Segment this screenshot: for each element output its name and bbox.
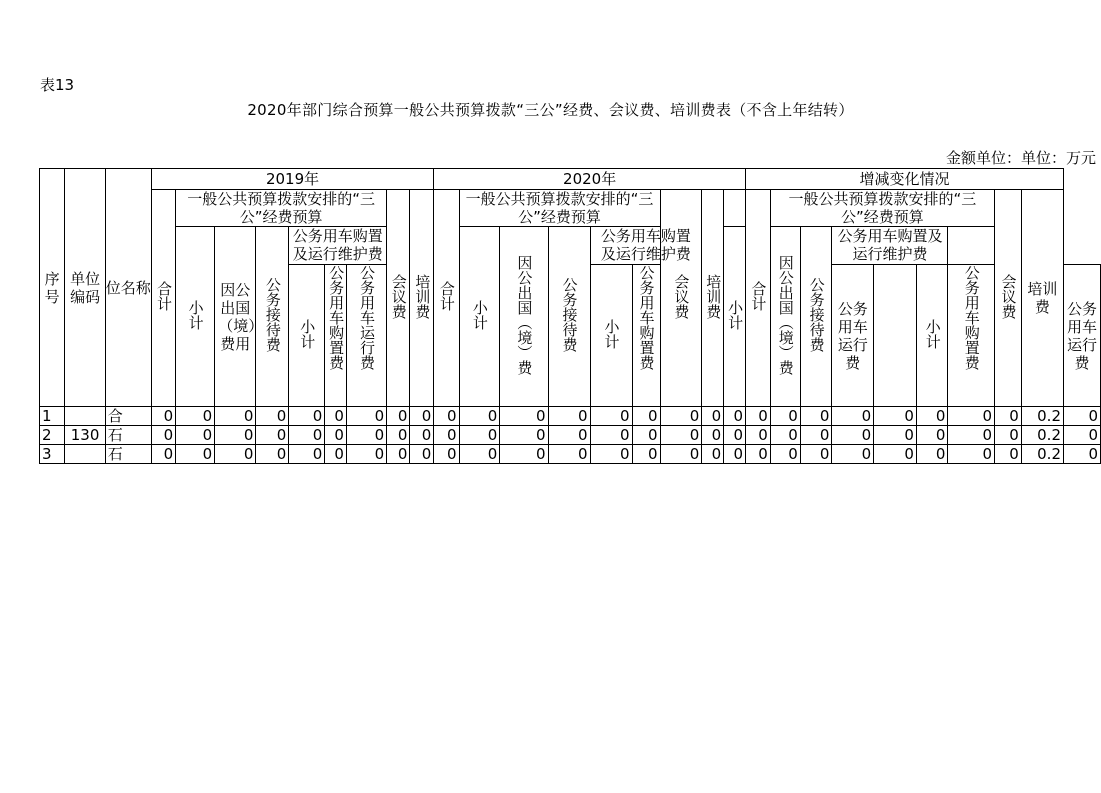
row-value: 0 (874, 426, 917, 445)
col-change-vehicle-run: 公务用车运行费 (1064, 265, 1101, 407)
col-2020-spacer-leaf (874, 265, 917, 407)
col-2020-vehicle-subtotal: 小计 (590, 265, 632, 407)
row-value: 0 (995, 407, 1022, 426)
col-unit-name: 位名称 (105, 169, 151, 407)
row-value: 0 (151, 445, 175, 464)
row-unit-name: 合 (105, 407, 151, 426)
row-value: 0 (590, 407, 632, 426)
row-value: 0 (459, 445, 500, 464)
col-2019-vehicle-subtotal: 小计 (289, 265, 325, 407)
row-seq: 1 (40, 407, 65, 426)
row-value: 0 (800, 407, 832, 426)
col-2019-training: 培训费 (410, 190, 434, 407)
header-row-vehicle (40, 227, 1101, 265)
row-value: 0 (387, 407, 410, 426)
row-value: 0 (770, 426, 800, 445)
row-value: 0 (215, 426, 256, 445)
row-value: 0 (289, 426, 325, 445)
col-year-2019: 2019年 (151, 169, 433, 190)
row-value: 0 (832, 426, 874, 445)
table-number: 表13 (40, 76, 75, 94)
row-value: 0 (346, 445, 386, 464)
col-change: 增减变化情况 (746, 169, 1064, 190)
row-value: 0 (410, 407, 434, 426)
col-unit-code: 单位编码 (65, 169, 105, 407)
row-value: 0 (590, 445, 632, 464)
col-change-vehicle-buy: 公务用车购置费 (948, 265, 995, 407)
row-unit-code: 130 (65, 426, 105, 445)
row-value: 0 (500, 407, 548, 426)
row-value: 0 (410, 445, 434, 464)
table-row (40, 407, 1101, 426)
row-seq: 3 (40, 445, 65, 464)
col-change-training: 培训费 (1021, 190, 1063, 407)
row-value: 0 (874, 445, 917, 464)
row-unit-name: 石 (105, 426, 151, 445)
header-row-sangong (40, 190, 1101, 227)
row-value: 0 (916, 407, 948, 426)
row-value: 0 (832, 407, 874, 426)
row-value: 0 (256, 426, 289, 445)
row-value: 0 (410, 426, 434, 445)
table-row (40, 445, 1101, 464)
row-value: 0 (289, 445, 325, 464)
row-value: 0 (746, 407, 771, 426)
col-2020-subtotal: 小计 (459, 227, 500, 407)
row-value: 0 (660, 445, 702, 464)
col-2020-total: 合计 (434, 190, 459, 407)
col-2019-sangong: 一般公共预算拨款安排的“三公”经费预算 (176, 190, 387, 227)
amount-unit: 金额单位：单位：万元 (945, 149, 1096, 167)
row-value: 0 (500, 445, 548, 464)
row-value: 0 (660, 407, 702, 426)
row-value: 0 (632, 445, 660, 464)
row-value: 0 (702, 407, 724, 426)
table-row (40, 426, 1101, 445)
row-value: 0 (724, 445, 746, 464)
row-value: 0 (434, 426, 459, 445)
row-unit-code (65, 445, 105, 464)
row-value: 0 (256, 445, 289, 464)
col-2020-sangong: 一般公共预算拨款安排的“三公”经费预算 (459, 190, 660, 227)
row-value: 0 (1064, 426, 1101, 445)
row-value: 0 (916, 445, 948, 464)
row-value: 0 (800, 426, 832, 445)
col-change-vehicle-subtotal: 小计 (916, 265, 948, 407)
row-value: 0 (800, 445, 832, 464)
col-2020-reception: 公务接待费 (548, 227, 590, 407)
col-2019-vehicle-buy: 公务用车购置费 (325, 265, 347, 407)
col-change-abroad: 因公出国（境）费 (770, 227, 800, 407)
col-2019-total: 合计 (151, 190, 175, 407)
col-2020-spacer (724, 190, 746, 227)
row-value: 0 (548, 407, 590, 426)
row-value: 0 (459, 426, 500, 445)
col-2020-training: 培训费 (702, 190, 724, 407)
row-value: 0 (325, 407, 347, 426)
row-unit-code (65, 407, 105, 426)
row-value: 0 (434, 407, 459, 426)
col-year-2020: 2020年 (434, 169, 746, 190)
row-value: 0.2 (1021, 445, 1063, 464)
row-value: 0 (724, 407, 746, 426)
row-value: 0.2 (1021, 407, 1063, 426)
col-2019-abroad: 因公出国（境）费用 (215, 227, 256, 407)
row-value: 0 (215, 407, 256, 426)
row-value: 0 (256, 407, 289, 426)
col-change-subtotal: 小计 (724, 227, 746, 407)
col-change-reception: 公务接待费 (800, 227, 832, 407)
col-change-total: 合计 (746, 190, 771, 407)
col-2020-meeting: 会议费 (660, 190, 702, 407)
col-2019-vehicle: 公务用车购置及运行维护费 (289, 227, 387, 265)
budget-table (39, 168, 1101, 464)
col-change-meeting: 会议费 (995, 190, 1022, 407)
page-title: 2020年部门综合预算一般公共预算拨款“三公”经费、会议费、培训费表（不含上年结转） (247, 101, 854, 119)
header-row-years (40, 169, 1101, 190)
row-value: 0 (995, 445, 1022, 464)
row-value: 0 (995, 426, 1022, 445)
col-seq: 序号 (40, 169, 65, 407)
row-value: 0 (948, 407, 995, 426)
col-change-vehicle: 公务用车购置及运行维护费 (832, 227, 948, 265)
row-value: 0 (724, 426, 746, 445)
row-value: 0 (660, 426, 702, 445)
row-unit-name: 石 (105, 445, 151, 464)
row-value: 0 (702, 445, 724, 464)
row-value: 0 (702, 426, 724, 445)
table-body (40, 407, 1101, 464)
row-value: 0 (770, 407, 800, 426)
row-value: 0 (548, 426, 590, 445)
row-value: 0 (325, 426, 347, 445)
col-2019-meeting: 会议费 (387, 190, 410, 407)
row-value: 0 (1064, 407, 1101, 426)
row-value: 0 (289, 407, 325, 426)
col-2019-reception: 公务接待费 (256, 227, 289, 407)
col-2019-vehicle-run: 公务用车运行费 (346, 265, 386, 407)
col-2019-subtotal: 小计 (176, 227, 215, 407)
row-value: 0 (770, 445, 800, 464)
col-2020-abroad: 因公出国（境）费 (500, 227, 548, 407)
row-value: 0 (632, 426, 660, 445)
row-seq: 2 (40, 426, 65, 445)
row-value: 0 (916, 426, 948, 445)
row-value: 0 (176, 426, 215, 445)
row-value: 0 (434, 445, 459, 464)
row-value: 0 (548, 445, 590, 464)
row-value: 0 (459, 407, 500, 426)
row-value: 0 (832, 445, 874, 464)
row-value: 0 (151, 407, 175, 426)
row-value: 0 (500, 426, 548, 445)
row-value: 0.2 (1021, 426, 1063, 445)
row-value: 0 (387, 426, 410, 445)
row-value: 0 (151, 426, 175, 445)
col-2020-vehicle-buy: 公务用车购置费 (632, 265, 660, 407)
row-value: 0 (325, 445, 347, 464)
row-value: 0 (948, 445, 995, 464)
row-value: 0 (590, 426, 632, 445)
col-2020-vehicle-run: 公务用车运行费 (832, 265, 874, 407)
row-value: 0 (1064, 445, 1101, 464)
col-change-sangong: 一般公共预算拨款安排的“三公”经费预算 (770, 190, 994, 227)
row-value: 0 (387, 445, 410, 464)
row-value: 0 (746, 426, 771, 445)
col-2020-vehicle: 公务用车购置及运行维护费 (590, 227, 702, 265)
row-value: 0 (948, 426, 995, 445)
row-value: 0 (176, 407, 215, 426)
row-value: 0 (215, 445, 256, 464)
row-value: 0 (176, 445, 215, 464)
row-value: 0 (632, 407, 660, 426)
row-value: 0 (874, 407, 917, 426)
row-value: 0 (346, 407, 386, 426)
row-value: 0 (746, 445, 771, 464)
row-value: 0 (346, 426, 386, 445)
